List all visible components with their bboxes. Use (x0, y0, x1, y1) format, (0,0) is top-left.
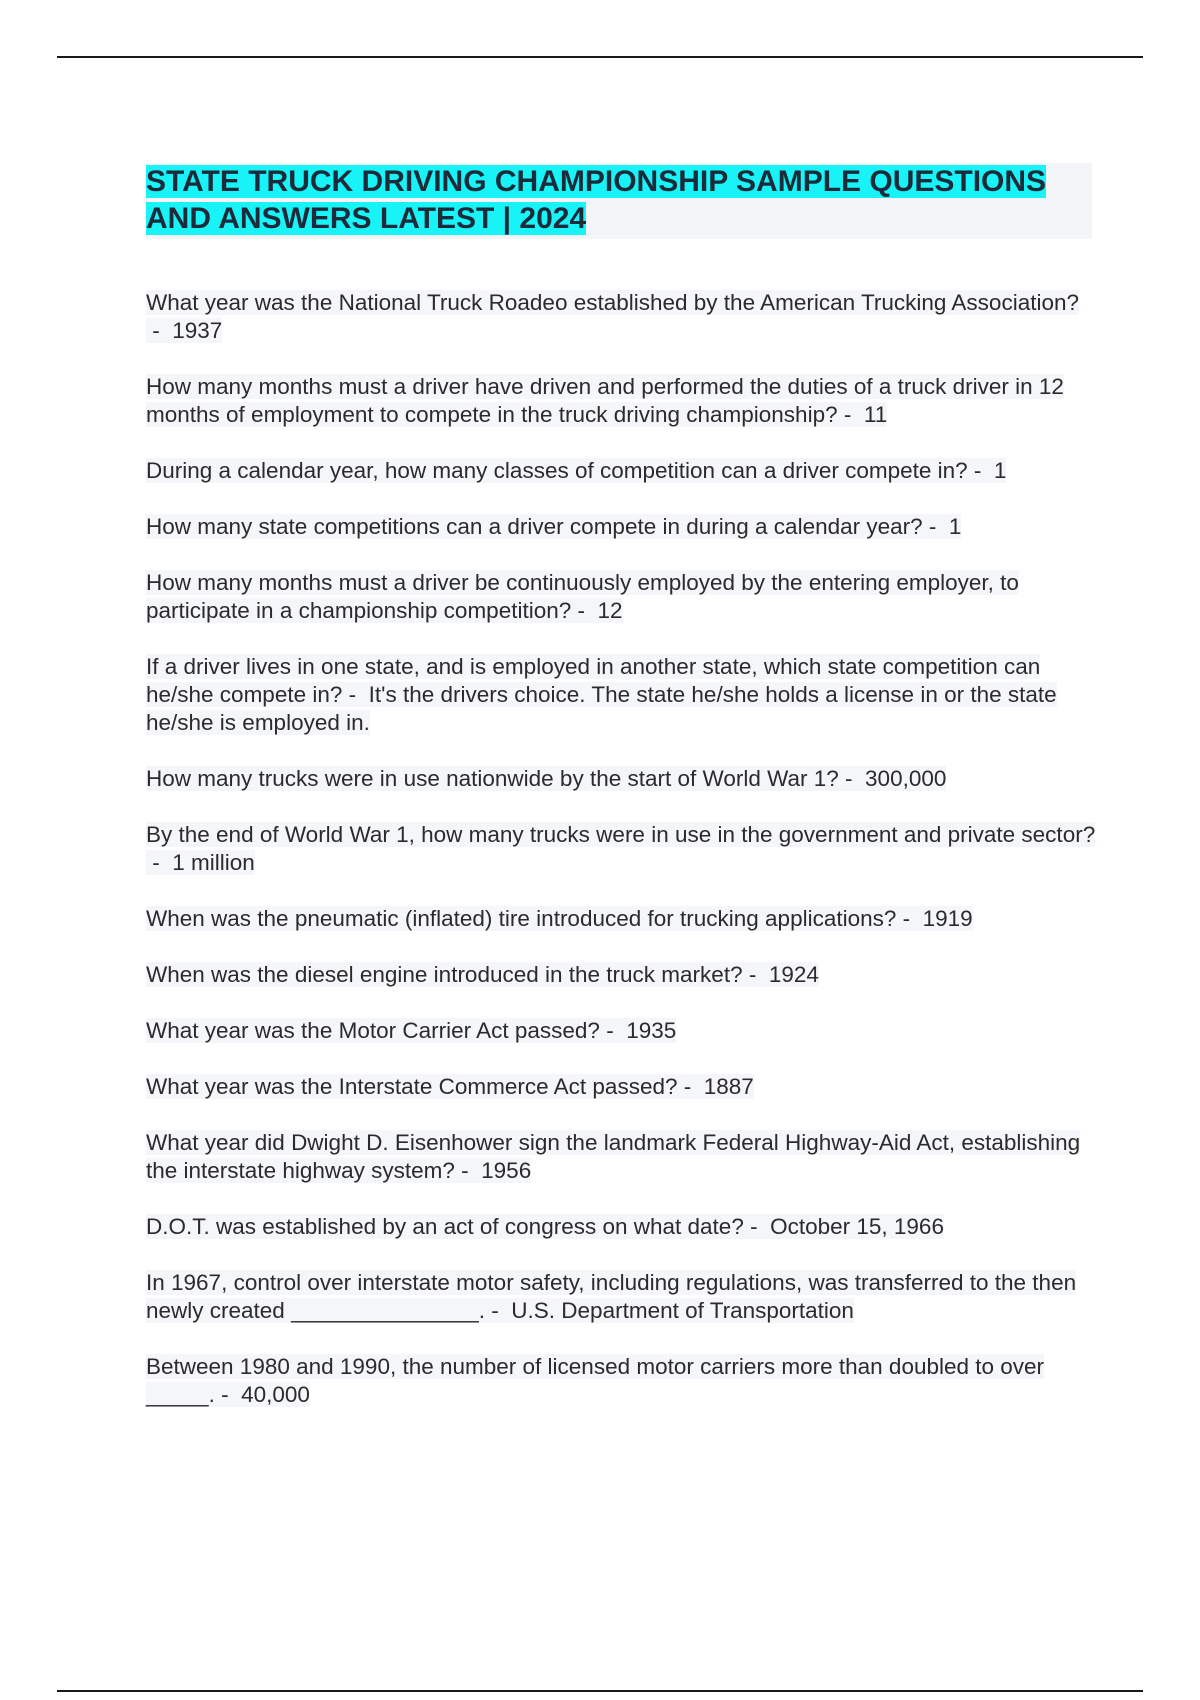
answer-text: 12 (597, 598, 623, 623)
qa-separator: - (837, 402, 864, 427)
answer-text: U.S. Department of Transportation (511, 1298, 854, 1323)
qa-item (146, 513, 1096, 541)
qa-separator: - (214, 1382, 242, 1407)
answer-text: 1887 (703, 1074, 754, 1099)
question-text: What year did Dwight D. Eisenhower sign the landmark Federal Highway-Aid Act, establishing the interstate highway system? (146, 1130, 1081, 1183)
qa-item (146, 765, 1096, 793)
qa-item (146, 905, 1096, 933)
qa-item (146, 1073, 1096, 1101)
question-text: In 1967, control over interstate motor safety, including regulations, was transferred to the then newly created _______________. (146, 1270, 1077, 1323)
question-text: If a driver lives in one state, and is employed in another state, which state competition can he/she compete in? (146, 654, 1041, 707)
answer-text: 1924 (768, 962, 819, 987)
answer-text: 40,000 (241, 1382, 310, 1407)
question-text: What year was the Interstate Commerce Act passed? (146, 1074, 678, 1099)
document-title-block (146, 163, 1092, 239)
qa-item (146, 821, 1096, 877)
qa-item (146, 569, 1096, 625)
qa-item (146, 1017, 1096, 1045)
question-text: During a calendar year, how many classes of competition can a driver compete in? (146, 458, 968, 483)
question-text: By the end of World War 1, how many trucks were in use in the government and private sector? (146, 822, 1096, 847)
question-text: Between 1980 and 1990, the number of licensed motor carriers more than doubled to over _____. (146, 1354, 1045, 1407)
answer-text: 300,000 (865, 766, 947, 791)
qa-separator: - (896, 906, 923, 931)
question-text: When was the diesel engine introduced in the truck market? (146, 962, 743, 987)
qa-separator: - (967, 458, 994, 483)
qa-separator: - (742, 962, 769, 987)
qa-separator: - (146, 318, 173, 343)
qa-separator: - (485, 1298, 512, 1323)
answer-text: 1 million (172, 850, 255, 875)
qa-item (146, 1353, 1096, 1409)
answer-text: October 15, 1966 (770, 1214, 944, 1239)
qa-separator: - (146, 850, 173, 875)
question-text: How many state competitions can a driver compete in during a calendar year? (146, 514, 923, 539)
footer-rule (57, 1690, 1143, 1692)
qa-item (146, 1213, 1096, 1241)
qa-separator: - (454, 1158, 482, 1183)
answer-text: 1937 (172, 318, 223, 343)
qa-separator: - (342, 682, 369, 707)
qa-item (146, 457, 1096, 485)
answer-text: It's the drivers choice. The state he/she holds a license in or the state he/she is employed in. (146, 682, 1057, 735)
question-text: When was the pneumatic (inflated) tire introduced for trucking applications? (146, 906, 897, 931)
qa-list (146, 289, 1096, 1437)
qa-item (146, 289, 1096, 345)
question-text: What year was the Motor Carrier Act passed? (146, 1018, 600, 1043)
qa-separator: - (571, 598, 598, 623)
question-text: How many months must a driver be continuously employed by the entering employer, to participate in a championship competition? (146, 570, 1019, 623)
answer-text: 1 (993, 458, 1007, 483)
qa-separator: - (677, 1074, 704, 1099)
document-title: STATE TRUCK DRIVING CHAMPIONSHIP SAMPLE QUESTIONS AND ANSWERS LATEST | 2024 (146, 165, 1047, 235)
qa-item (146, 1269, 1096, 1325)
answer-text: 1919 (922, 906, 973, 931)
answer-text: 11 (863, 402, 888, 427)
qa-separator: - (743, 1214, 771, 1239)
qa-item (146, 653, 1096, 737)
question-text: How many months must a driver have driven and performed the duties of a truck driver in 12 months of employment to compete in the truck driving championship? (146, 374, 1064, 427)
answer-text: 1 (948, 514, 962, 539)
qa-item (146, 1129, 1096, 1185)
header-rule (57, 56, 1143, 58)
question-text: D.O.T. was established by an act of congress on what date? (146, 1214, 744, 1239)
question-text: How many trucks were in use nationwide by the start of World War 1? (146, 766, 839, 791)
qa-item (146, 961, 1096, 989)
qa-item (146, 373, 1096, 429)
qa-separator: - (599, 1018, 627, 1043)
qa-separator: - (922, 514, 949, 539)
question-text: What year was the National Truck Roadeo established by the American Trucking Association? (146, 290, 1079, 315)
qa-separator: - (838, 766, 866, 791)
answer-text: 1956 (481, 1158, 532, 1183)
answer-text: 1935 (626, 1018, 677, 1043)
